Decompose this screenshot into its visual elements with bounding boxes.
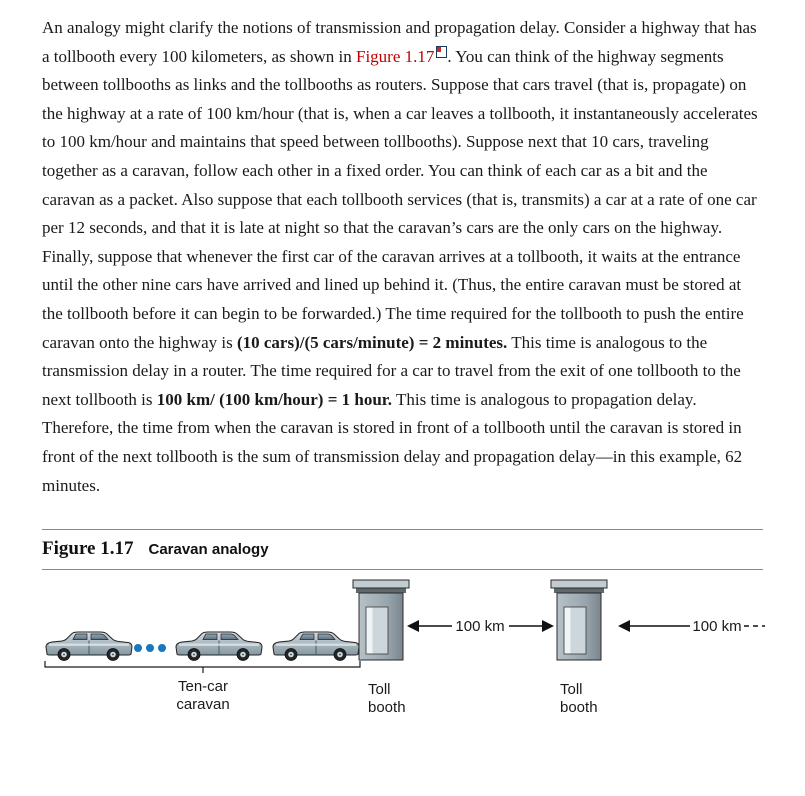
caravan-bracket bbox=[45, 661, 360, 673]
distance-label-2: 100 km bbox=[692, 618, 742, 636]
distance-label-1: 100 km bbox=[455, 618, 505, 636]
tollbooth1-label-line1: Toll bbox=[368, 681, 391, 699]
figure-caption-title: Caravan analogy bbox=[148, 541, 269, 559]
car-1 bbox=[46, 632, 132, 661]
car-2 bbox=[176, 632, 262, 661]
figure-caption-block bbox=[42, 529, 763, 570]
propagation-delay-formula: 100 km/ (100 km/hour) = 1 hour. bbox=[156, 389, 393, 409]
car-3 bbox=[273, 632, 359, 661]
paragraph-text-4: This time is analogous to propagation delay. Therefore, the time from when the caravan is stored in front of a tollbooth until the caravan is stored in front of the next tollbooth is the sum of transmission delay and propagation delay—in this example, 62 minutes. bbox=[42, 389, 743, 495]
caption-bottom-rule bbox=[42, 569, 763, 570]
figure-link-icon[interactable] bbox=[436, 46, 447, 58]
caravan-dots bbox=[134, 644, 166, 652]
tollbooth-1 bbox=[353, 580, 409, 660]
paragraph-text-2: . You can think of the highway segments between tollbooths as links and the tollbooths as routers. Suppose that cars travel (that is, propagate) on the highway at a rate of 100 km/hour (that is, when a car leaves a tollbooth, it instantaneously accelerates to 100 km/hour and maintains that speed between tollbooths). Suppose next that 10 cars, traveling together as a caravan, follow each other in a fixed order. You can think of each car as a bit and the caravan as a packet. Also suppose that each tollbooth services (that is, transmits) a car at a rate of one car per 12 seconds, and that it is late at night so that the caravan’s cars are the only cars on the highway. Finally, suppose that whenever the first car of the caravan arrives at a tollbooth, it waits at the entrance until the other nine cars have arrived and lined up behind it. (Thus, the entire caravan must be stored at the tollbooth before it can begin to be forwarded.) The time required for the tollbooth to push the entire caravan onto the highway is bbox=[42, 46, 758, 352]
figure-image bbox=[42, 575, 763, 738]
paragraph-text-3: This time is analogous to the transmission delay in a router. The time required for a car to travel from the exit of one tollbooth to the next tollbooth is bbox=[42, 332, 741, 409]
caravan-figure-svg bbox=[42, 575, 765, 733]
paragraph bbox=[42, 14, 763, 500]
caption-line bbox=[42, 530, 763, 569]
figure-link[interactable]: Figure 1.17 bbox=[355, 46, 435, 66]
tollbooth-2 bbox=[551, 580, 607, 660]
paragraph-text-1: An analogy might clarify the notions of transmission and propagation delay. Consider a highway that has a tollbooth every 100 kilometers, as shown in bbox=[42, 18, 757, 66]
tollbooth2-label-line1: Toll bbox=[560, 681, 583, 699]
transmission-delay-formula: (10 cars)/(5 cars/minute) = 2 minutes. bbox=[236, 332, 508, 352]
figure-caption-label: Figure 1.17 bbox=[42, 538, 134, 560]
tollbooth2-label-line2: booth bbox=[560, 699, 598, 717]
caravan-label-line2: caravan bbox=[176, 696, 230, 714]
caravan-label-line1: Ten-car bbox=[177, 678, 229, 696]
figure-link-icon-red-square bbox=[437, 47, 441, 52]
tollbooth1-label-line2: booth bbox=[368, 699, 406, 717]
